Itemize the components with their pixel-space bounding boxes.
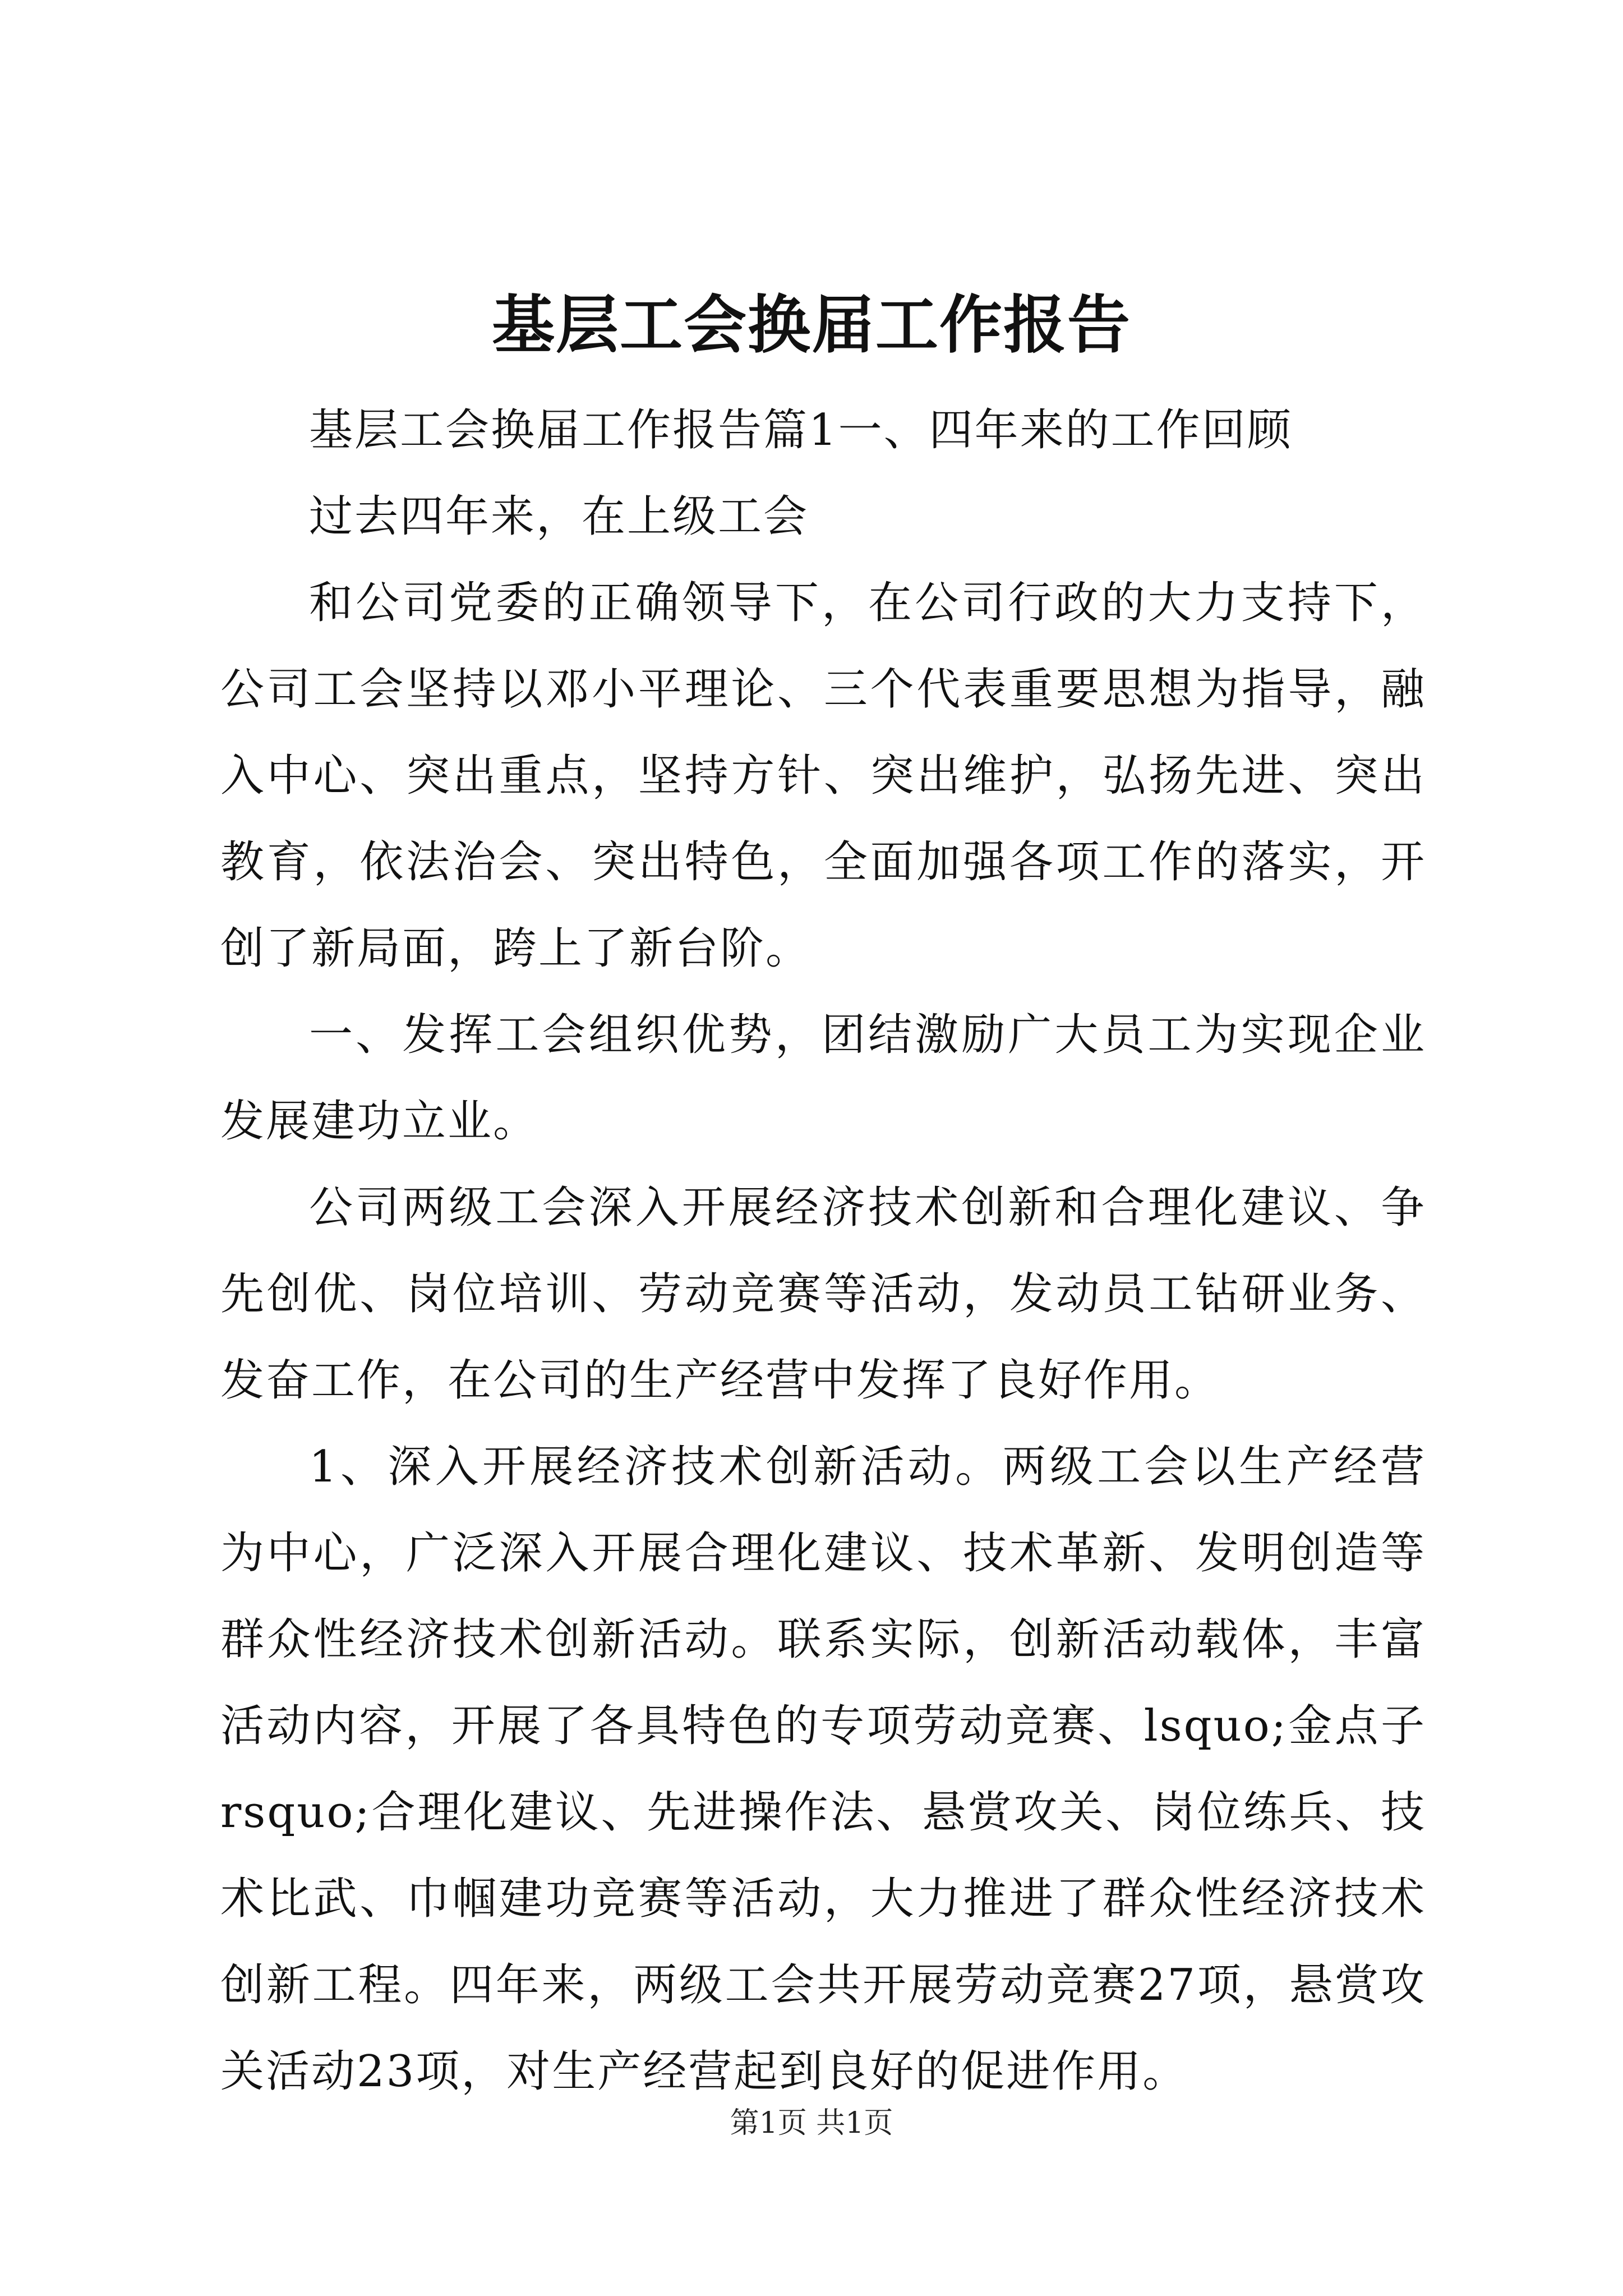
page-footer: 第1页 共1页 (730, 2106, 893, 2140)
document-title: 基层工会换届工作报告 (492, 288, 1131, 362)
document-body (220, 387, 1426, 2115)
paragraph-section-heading-1: 一、发挥工会组织优势，团结激励广大员工为实现企业发展建功立业。 (220, 1010, 1426, 1147)
paragraph-review: 和公司党委的正确领导下，在公司行政的大力支持下，公司工会坚持以邓小平理论、三个代表重要思想为指导，融入中心、突出重点，坚持方针、突出维护，弘扬先进、突出教育，依法治会、突出特色，全面加强各项工作的落实，开创了新局面，跨上了新台阶。 (220, 578, 1426, 974)
paragraph-section-1-summary: 公司两级工会深入开展经济技术创新和合理化建议、争先创优、岗位培训、劳动竞赛等活动，发动员工钻研业务、发奋工作，在公司的生产经营中发挥了良好作用。 (220, 1182, 1426, 1406)
paragraph-item-1: 1、深入开展经济技术创新活动。两级工会以生产经营为中心，广泛深入开展合理化建议、技术革新、发明创造等群众性经济技术创新活动。联系实际，创新活动载体，丰富活动内容，开展了各具特色的专项劳动竞赛、lsquo;金点子rsquo;合理化建议、先进操作法、悬赏攻关、岗位练兵、技术比武、巾帼建功竞赛等活动，大力推进了群众性经济技术创新工程。四年来，两级工会共开展劳动竞赛27项，悬赏攻关活动23项，对生产经营起到良好的促进作用。 (220, 1442, 1426, 2097)
paragraph-subtitle: 基层工会换届工作报告篇1一、四年来的工作回顾 (309, 405, 1293, 455)
paragraph-intro-fragment: 过去四年来，在上级工会 (309, 491, 809, 542)
